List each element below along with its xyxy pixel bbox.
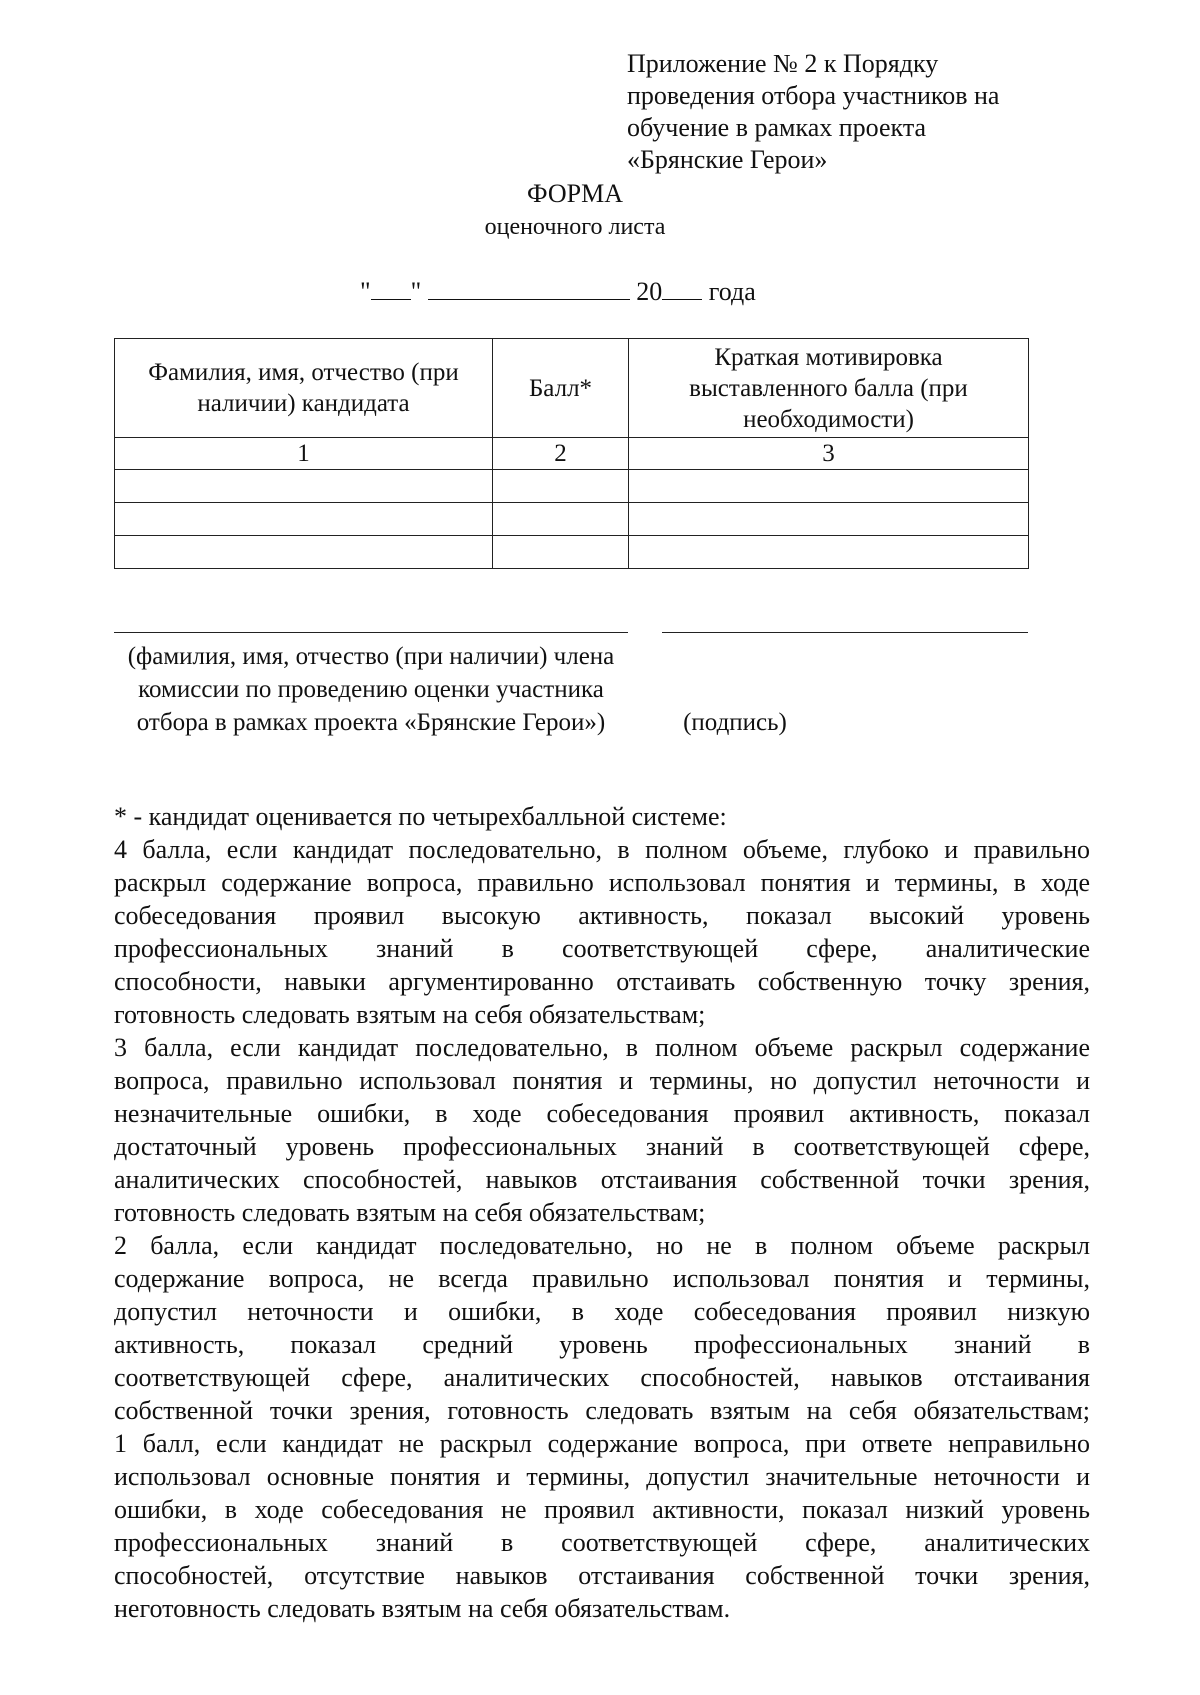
notes-line: активность, показал средний уровень профессиональных знаний в [114, 1330, 1090, 1359]
notes-line: раскрыл содержание вопроса, правильно использовал понятия и термины, в ходе [114, 868, 1090, 897]
table-header-row [115, 339, 1029, 438]
header-score: Балл* [493, 339, 629, 438]
table-cell[interactable] [115, 503, 493, 536]
notes-line: соответствующей сфере, аналитических способностей, навыков отстаивания [114, 1363, 1090, 1392]
form-subtitle: оценочного листа [484, 214, 666, 240]
month-blank[interactable] [428, 275, 630, 300]
notes-line: готовность следовать взятым на себя обязательствам; [114, 1198, 706, 1227]
day-blank[interactable] [371, 275, 411, 300]
appendix-line: Приложение № 2 к Порядку [627, 49, 939, 78]
notes-line: вопроса, правильно использовал понятия и термины, но допустил неточности и [114, 1066, 1090, 1095]
table-row [115, 503, 1029, 536]
notes-line: профессиональных знаний в соответствующей сфере, аналитические [114, 934, 1090, 963]
appendix-line: «Брянские Герои» [627, 145, 828, 174]
notes-line: 3 балла, если кандидат последовательно, в полном объеме раскрыл содержание [114, 1033, 1090, 1062]
notes-line: содержание вопроса, не всегда правильно использовал понятия и термины, [114, 1264, 1090, 1293]
table-cell[interactable] [115, 470, 493, 503]
notes-line: 1 балл, если кандидат не раскрыл содержание вопроса, при ответе неправильно [114, 1429, 1090, 1458]
notes-intro: * - кандидат оценивается по четырехбалльной системе: [114, 802, 727, 831]
table-number-row [115, 438, 1029, 470]
date-close-quote: " [410, 277, 422, 306]
notes-line: допустил неточности и ошибки, в ходе собеседования проявил низкую [114, 1297, 1090, 1326]
notes-line: способности, навыки аргументированно отстаивать собственную точку зрения, [114, 967, 1090, 996]
year-blank[interactable] [662, 275, 702, 300]
appendix-header [627, 48, 1107, 176]
notes-line: собеседования проявил высокую активность, показал высокий уровень [114, 901, 1090, 930]
table-cell[interactable] [493, 470, 629, 503]
date-open-quote: " [360, 277, 371, 306]
table-row [115, 470, 1029, 503]
notes-line: 2 балла, если кандидат последовательно, но не в полном объеме раскрыл [114, 1231, 1090, 1260]
header-candidate-name: Фамилия, имя, отчество (при наличии) кандидата [115, 339, 493, 438]
table-cell[interactable] [115, 536, 493, 569]
column-number: 1 [115, 438, 493, 470]
column-number: 3 [629, 438, 1029, 470]
signature-caption: (подпись) [683, 709, 787, 736]
table-cell[interactable] [493, 503, 629, 536]
notes-line: достаточный уровень профессиональных знаний в соответствующей сфере, [114, 1132, 1090, 1161]
table-cell[interactable] [629, 503, 1029, 536]
name-caption: (фамилия, имя, отчество (при наличии) члена комиссии по проведению оценки участника отбора в рамках проекта «Брянские Герои») [127, 643, 615, 736]
appendix-line: обучение в рамках проекта [627, 113, 927, 142]
name-signature-line[interactable] [114, 632, 628, 633]
notes-line: способностей, отсутствие навыков отстаивания собственной точки зрения, [114, 1561, 1090, 1590]
signature-line[interactable] [662, 632, 1028, 633]
scoring-notes [114, 800, 1090, 1625]
table-row [115, 536, 1029, 569]
table-cell[interactable] [629, 470, 1029, 503]
notes-line: аналитических способностей, навыков отстаивания собственной точки зрения, [114, 1165, 1090, 1194]
evaluation-table [114, 338, 1029, 569]
form-title: ФОРМА [527, 179, 623, 208]
date-suffix: года [708, 277, 756, 306]
date-line [360, 275, 756, 308]
notes-line: незначительные ошибки, в ходе собеседования проявил активность, показал [114, 1099, 1090, 1128]
notes-line: 4 балла, если кандидат последовательно, в полном объеме, глубоко и правильно [114, 835, 1090, 864]
notes-line: готовность следовать взятым на себя обязательствам; [114, 1000, 706, 1029]
notes-line: неготовность следовать взятым на себя обязательствам. [114, 1594, 731, 1623]
table-cell[interactable] [493, 536, 629, 569]
notes-line: профессиональных знаний в соответствующей сфере, аналитических [114, 1528, 1090, 1557]
header-motivation: Краткая мотивировка выставленного балла (при необходимости) [629, 339, 1029, 438]
table-cell[interactable] [629, 536, 1029, 569]
appendix-line: проведения отбора участников на [627, 81, 1000, 110]
notes-line: собственной точки зрения, готовность следовать взятым на себя обязательствам; [114, 1396, 1090, 1425]
notes-line: ошибки, в ходе собеседования не проявил активности, показал низкий уровень [114, 1495, 1090, 1524]
year-prefix: 20 [636, 277, 663, 306]
notes-line: использовал основные понятия и термины, допустил значительные неточности и [114, 1462, 1090, 1491]
column-number: 2 [493, 438, 629, 470]
